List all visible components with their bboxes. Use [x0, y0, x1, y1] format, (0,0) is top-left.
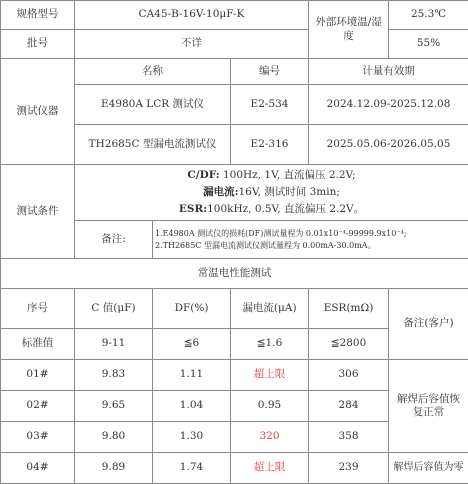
sample-c: 9.80	[75, 422, 153, 453]
perf-col-esr: ESR(mΩ)	[309, 289, 389, 329]
perf-col-no: 序号	[1, 289, 75, 329]
sample-c: 9.83	[75, 360, 153, 391]
conditions-section-label: 测试条件	[1, 165, 75, 259]
env-label: 外部环境温/湿度	[309, 1, 389, 59]
model-value: CA45-B-16V-10μF-K	[75, 1, 309, 30]
sample-df: 1.04	[153, 391, 231, 422]
instrument-id: E2-316	[231, 125, 309, 165]
sample-no: 03#	[1, 422, 75, 453]
sample-no: 04#	[1, 453, 75, 484]
perf-col-note: 备注(客户)	[389, 289, 468, 360]
model-label: 规格型号	[1, 1, 75, 30]
sample-esr: 284	[309, 391, 389, 422]
sample-c: 9.65	[75, 391, 153, 422]
batch-label: 批号	[1, 30, 75, 59]
instrument-name: E4980A LCR 测试仪	[75, 85, 231, 125]
instruments-section-label: 测试仪器	[1, 59, 75, 165]
instruments-col-validity: 计量有效期	[309, 59, 468, 85]
cdf-condition: C/DF: 100Hz, 1V, 直流偏压 2.2V;	[77, 167, 466, 184]
batch-value: 不详	[75, 30, 309, 59]
sample-leak: 超上限	[231, 453, 309, 484]
instrument-validity: 2024.12.09-2025.12.08	[309, 85, 468, 125]
sample-df: 1.30	[153, 422, 231, 453]
conditions-body	[75, 165, 468, 221]
perf-col-df: DF(%)	[153, 289, 231, 329]
standard-esr: ≦2800	[309, 329, 389, 360]
remark-line: 1.E4980A 测试仪的损耗(DF)测试量程为 0.01x10⁻⁴-99999.9x10⁻⁴;	[155, 228, 466, 240]
perf-col-leak: 漏电流(μA)	[231, 289, 309, 329]
sample-c: 9.89	[75, 453, 153, 484]
sample-leak: 320	[231, 422, 309, 453]
remark-label: 备注:	[75, 221, 153, 259]
perf-col-c: C 值(μF)	[75, 289, 153, 329]
remark-line: 2.TH2685C 型漏电流测试仪测试量程为 0.00mA-30.0mA。	[155, 240, 466, 252]
sample-df: 1.11	[153, 360, 231, 391]
sample-note: 解焊后容值为零	[389, 453, 468, 484]
instrument-id: E2-534	[231, 85, 309, 125]
table-row	[1, 360, 468, 391]
sample-no: 01#	[1, 360, 75, 391]
standard-label: 标准值	[1, 329, 75, 360]
performance-title: 常温电性能测试	[1, 259, 468, 289]
sample-esr: 239	[309, 453, 389, 484]
instruments-col-id: 编号	[231, 59, 309, 85]
sample-leak: 超上限	[231, 360, 309, 391]
leak-condition: 漏电流:16V, 测试时间 3min;	[77, 184, 466, 201]
sample-esr: 358	[309, 422, 389, 453]
remark-text	[153, 221, 468, 259]
sample-leak: 0.95	[231, 391, 309, 422]
standard-df: ≦6	[153, 329, 231, 360]
sample-df: 1.74	[153, 453, 231, 484]
instrument-validity: 2025.05.06-2026.05.05	[309, 125, 468, 165]
sample-no: 02#	[1, 391, 75, 422]
standard-leak: ≦1.6	[231, 329, 309, 360]
instruments-col-name: 名称	[75, 59, 231, 85]
humidity-value: 55%	[389, 30, 468, 59]
standard-c: 9-11	[75, 329, 153, 360]
temp-value: 25.3℃	[389, 1, 468, 30]
instrument-name: TH2685C 型漏电流测试仪	[75, 125, 231, 165]
sample-note: 解焊后容值恢复正常	[389, 360, 468, 453]
esr-condition: ESR:100kHz, 0.5V, 直流偏压 2.2V。	[77, 201, 466, 218]
sample-esr: 306	[309, 360, 389, 391]
